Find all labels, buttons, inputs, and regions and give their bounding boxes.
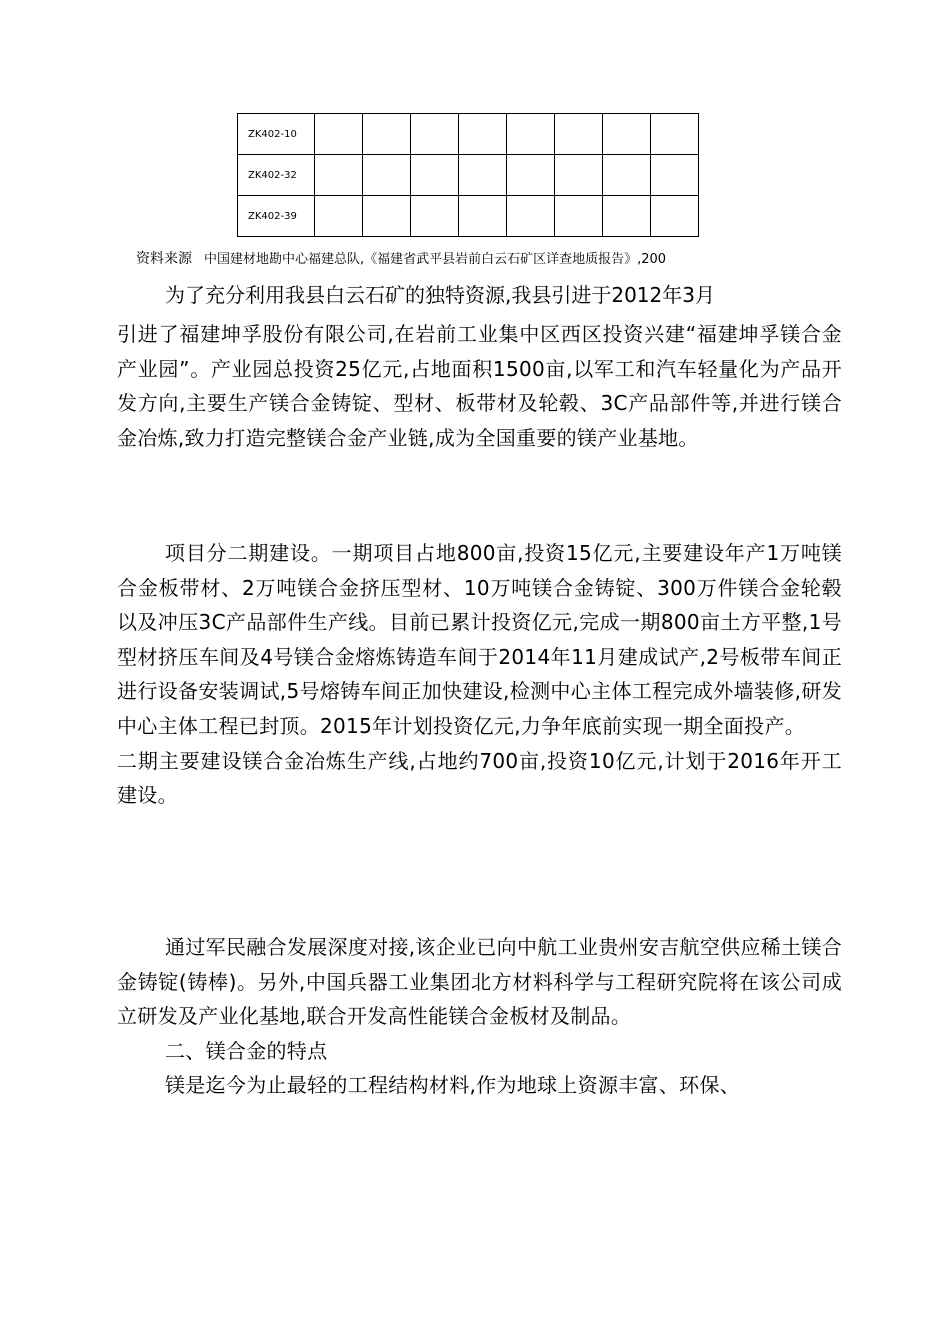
table-cell — [459, 114, 507, 155]
source-lead: 资料来源 — [136, 251, 192, 267]
table-cell — [411, 155, 459, 196]
table-cell — [363, 114, 411, 155]
source-text: 中国建材地勘中心福建总队,《福建省武平县岩前白云石矿区详查地质报告》,200 — [204, 252, 667, 267]
body-text — [117, 317, 842, 455]
paragraph-3: 二期主要建设镁合金冶炼生产线,占地约700亩,投资10亿元,计划于2016年开工建设。 — [117, 748, 842, 808]
paragraph-5: 镁是迄今为止最轻的工程结构材料,作为地球上资源丰富、环保、 — [165, 1073, 741, 1098]
table-cell — [459, 196, 507, 237]
table-cell — [651, 155, 699, 196]
table-cell — [555, 196, 603, 237]
table-cell — [363, 155, 411, 196]
table-cell — [411, 196, 459, 237]
table-cell — [315, 155, 363, 196]
body-text-3 — [117, 930, 842, 1103]
table-cell — [411, 114, 459, 155]
table-cell — [507, 196, 555, 237]
row-label: ZK402-32 — [238, 155, 315, 196]
source-note — [136, 248, 802, 270]
table-cell — [315, 196, 363, 237]
table-cell — [555, 155, 603, 196]
table-cell — [315, 114, 363, 155]
table-cell — [507, 114, 555, 155]
row-label: ZK402-10 — [238, 114, 315, 155]
table-cell — [603, 114, 651, 155]
paragraph-1: 引进了福建坤孚股份有限公司,在岩前工业集中区西区投资兴建“福建坤孚镁合金产业园”。产业园总投资25亿元,占地面积1500亩,以军工和汽车轻量化为产品开发方向,主要生产镁合金铸锭、型材、板带材及轮毂、3C产品部件等,并进行镁合金冶炼,致力打造完整镁合金产业链,成为全国重要的镁产业基地。 — [117, 322, 842, 450]
table-cell — [603, 155, 651, 196]
table-row — [238, 155, 699, 196]
paragraph-2: 项目分二期建设。一期项目占地800亩,投资15亿元,主要建设年产1万吨镁合金板带材、2万吨镁合金挤压型材、10万吨镁合金铸锭、300万件镁合金轮毂以及冲压3C产品部件生产线。目前已累计投资亿元,完成一期800亩土方平整,1号型材挤压车间及4号镁合金熔炼铸造车间于2014年11月建成试产,2号板带车间正进行设备安装调试,5号熔铸车间正加快建设,检测中心主体工程完成外墙装修,研发中心主体工程已封顶。2015年计划投资亿元,力争年底前实现一期全面投产。 — [117, 541, 842, 738]
table-cell — [651, 196, 699, 237]
paragraph-4: 通过军民融合发展深度对接,该企业已向中航工业贵州安吉航空供应稀土镁合金铸锭(铸棒)。另外,中国兵器工业集团北方材料科学与工程研究院将在该公司成立研发及产业化基地,联合开发高性能镁合金板材及制品。 — [117, 935, 842, 1029]
body-text-2 — [117, 536, 842, 813]
table-cell — [363, 196, 411, 237]
section-heading: 二、镁合金的特点 — [165, 1038, 328, 1063]
table-cell — [507, 155, 555, 196]
table-cell — [603, 196, 651, 237]
table-cell — [651, 114, 699, 155]
row-label: ZK402-39 — [238, 196, 315, 237]
table-cell — [555, 114, 603, 155]
table-row — [238, 196, 699, 237]
data-table — [237, 113, 699, 237]
paragraph-1-first-line: 为了充分利用我县白云石矿的独特资源,我县引进于2012年3月 — [165, 283, 715, 307]
table-cell — [459, 155, 507, 196]
table-row — [238, 114, 699, 155]
